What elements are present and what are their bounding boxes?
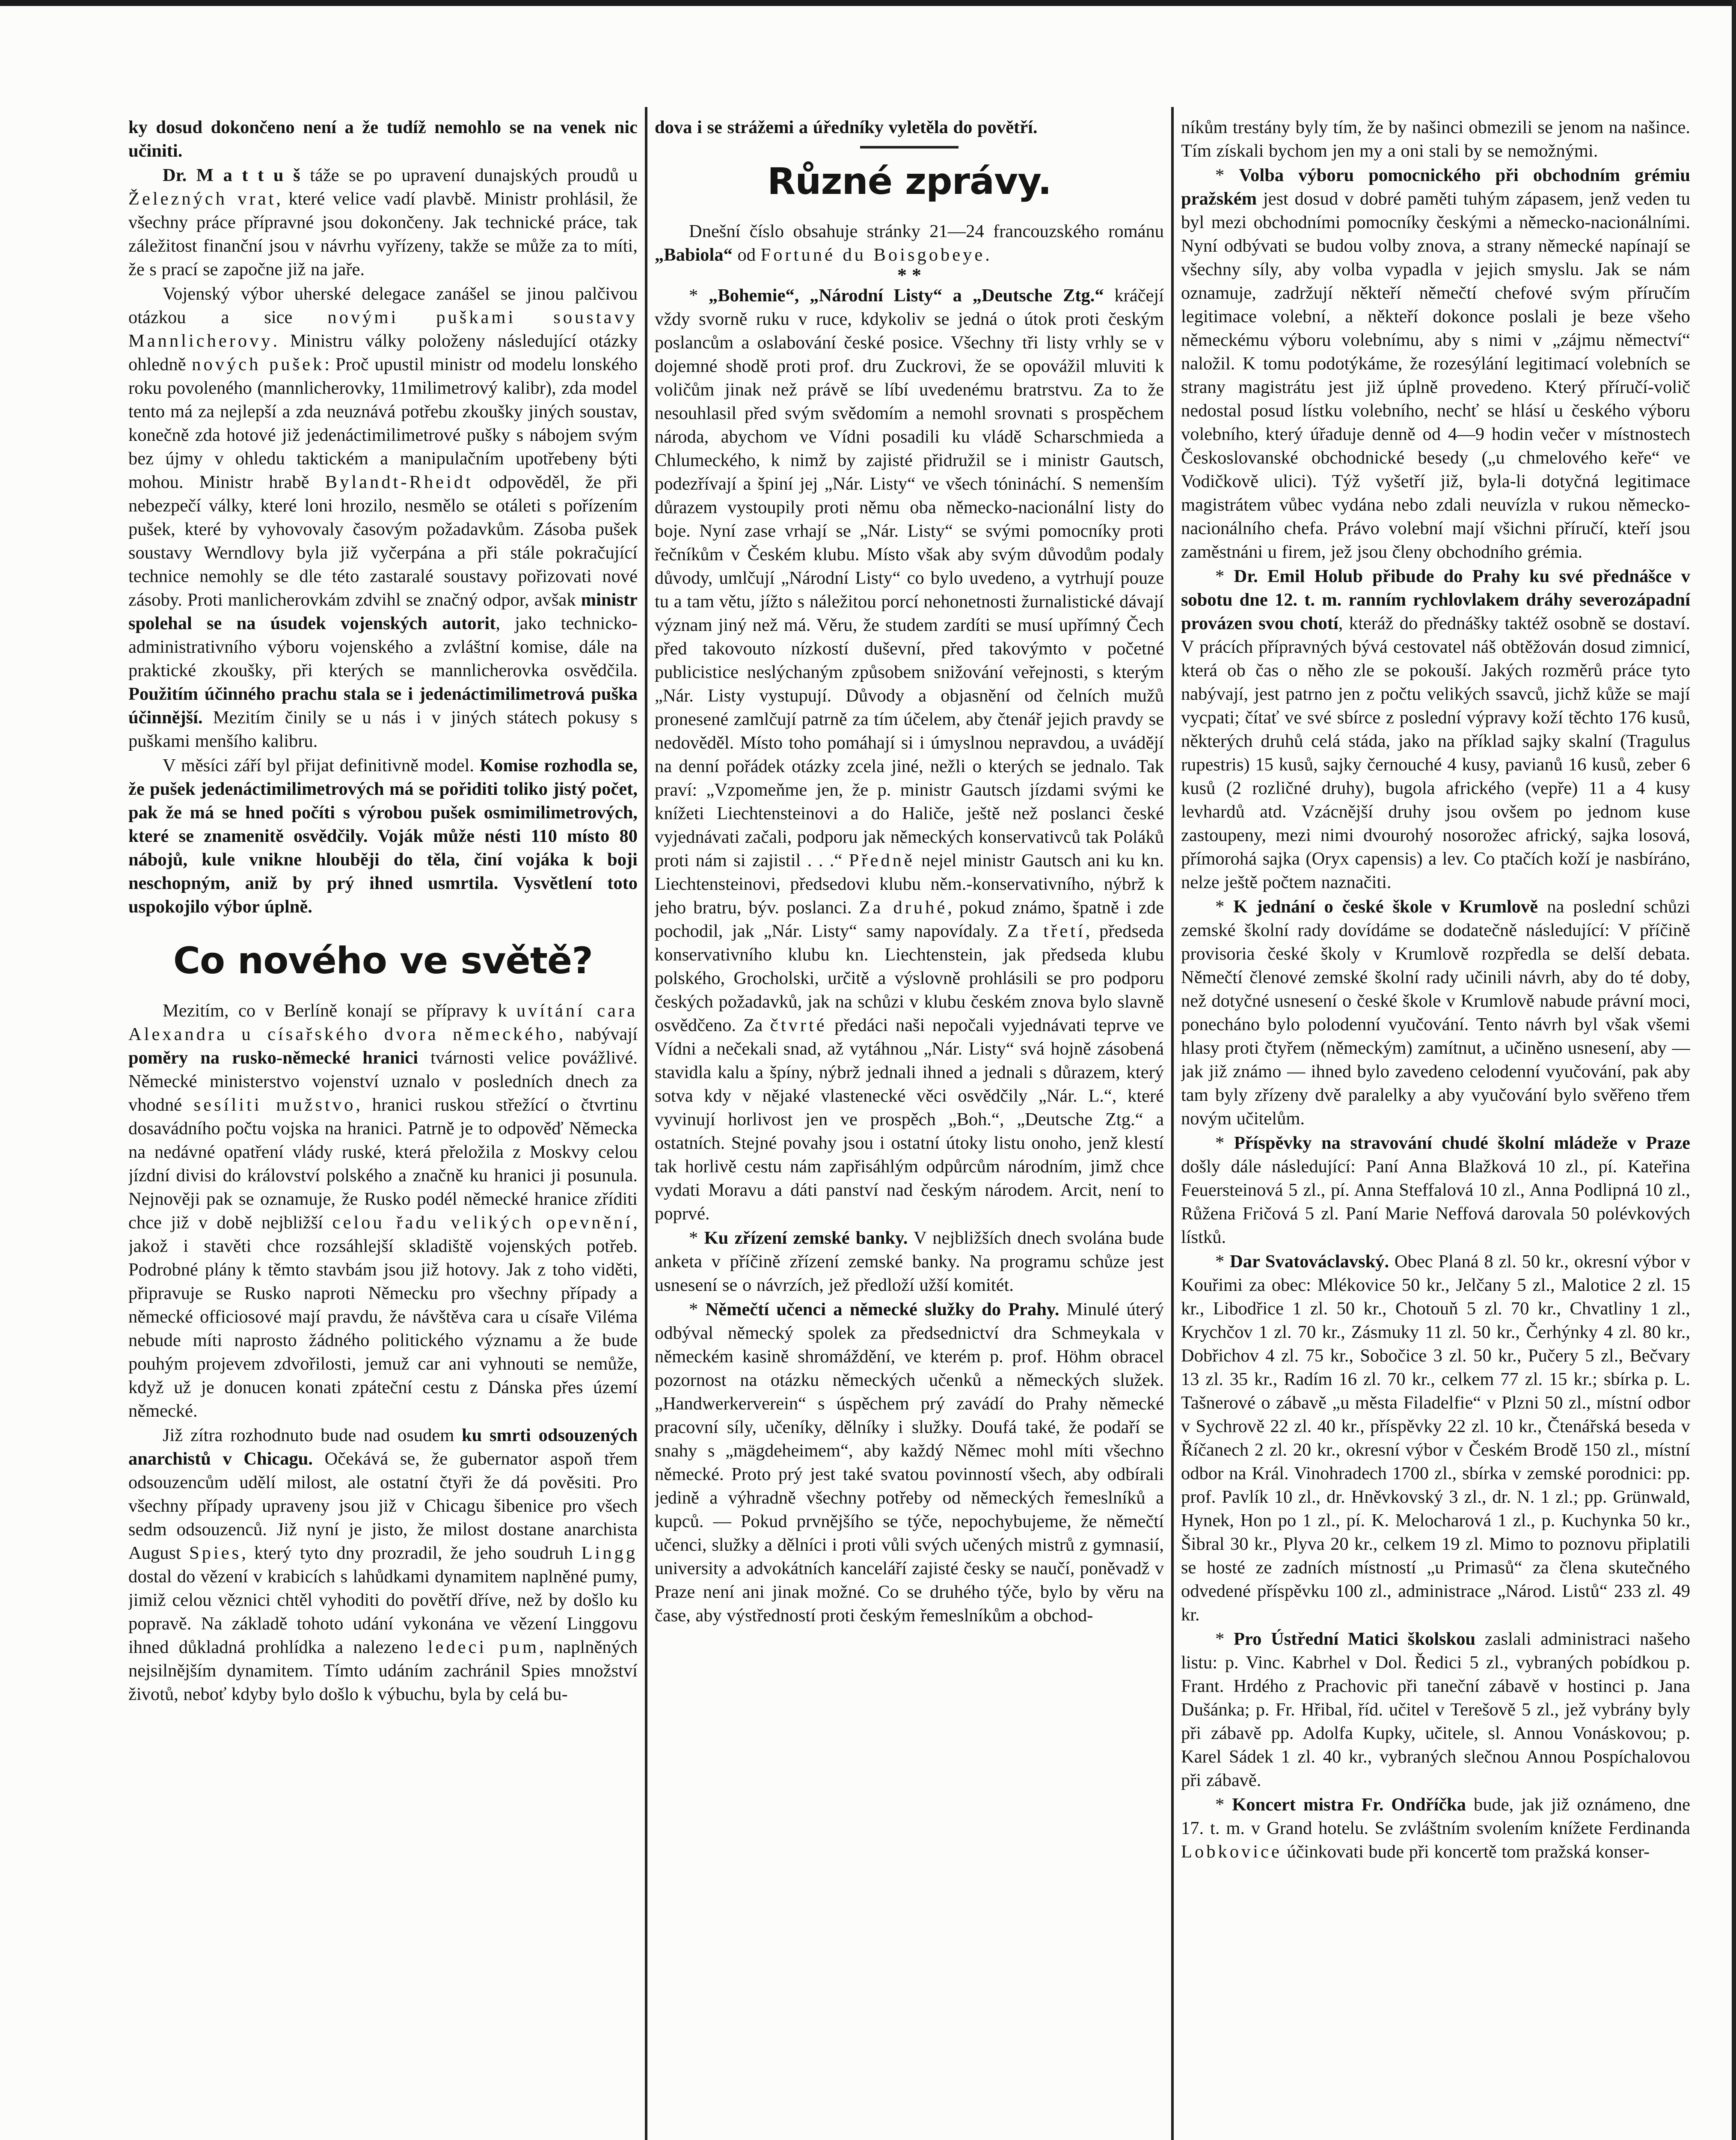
article-paragraph: * Ku zřízení zemské banky. V nejbližších dnech svolána bude anketa v příčině zřízení zemské banky. Na programu schůze jest usnesení se o návrzích, jež předloží užší komitét. <box>655 1228 1164 1295</box>
section-heading-co-noveho: Co nového ve světě? <box>173 939 593 982</box>
separator-stars: * * <box>897 265 921 285</box>
article-paragraph: níkům trestány byly tím, že by našinci obmezili se jenom na našince. Tím získali bychom jen my a oni stali by se nemožnými. <box>1181 117 1690 161</box>
article-paragraph: * Volba výboru pomocnického při obchodním grémiu pražském jest dosud v dobré paměti tuhým zápasem, jenž veden tu byl mezi obchodními pomocníky českými a německo-nacionálními. Nyní odbývati se budou volby znova, a strany německé napínají se všechny síly, aby volba vypadla v jejich smyslu. Jak se nám oznamuje, zadržují někteří němečtí chefové svým příručím legitimace volební, a někteří dokonce poslali je beze všeho německému výboru volebnímu, aby s nimi v „zájmu němectví“ naložil. K tomu podotýkáme, že rozesýlání legitimací volebních se strany magistrátu jest již úplně provedeno. Který příručí-volič nedostal posud lístku volebního, nechť se hlásí u českého výboru volebního, který úřaduje denně od 4—9 hodin večer v místnostech Českoslovanské obchodnické besedy („u chmelového keře“ ve Vodičkově ulici). Týž vyšetří již, byla-li dotyčná legitimace magistrátem vůbec vydána nebo zdali neuvízla v rukou německo-nacionálního chefa. Právo volební mají všichni příručí, kteří jsou zaměstnáni u firem, jež jsou členy obchodního grémia. <box>1181 165 1690 562</box>
column-rule-left <box>645 107 647 2140</box>
article-paragraph: Dnešní číslo obsahuje stránky 21—24 francouzského románu „Babiola“ od Fortuné du Boisgobeye. <box>655 221 1164 265</box>
article-paragraph: * Pro Ústřední Matici školskou zaslali administraci našeho listu: p. Vinc. Kabrhel v Dol. Ředici 5 zl., vybraných pobídkou p. Frant. Hrdého z Prachovic při taneční zábavě v hostinci p. Jana Dušánka; p. Fr. Hřibal, říd. učitel v Terešově 5 zl., jež vybrány byly při zábavě pp. Adolfa Kupky, učitele, sl. Annou Vonáskovou; p. Karel Sádek 1 zl. 40 kr., vybraných slečnou Annou Pospíchalovou při zábavě. <box>1181 1629 1690 1790</box>
page-right-border <box>1732 0 1736 2140</box>
article-paragraph: * Němečtí učenci a německé služky do Prahy. Minulé úterý odbýval německý spolek za předsednictví dra Schmeykala v německém kasině shromáždění, ve kterém p. prof. Höhm obracel pozornost na otázku německých učenků a německých služek. „Handwerkerverein“ s úspěchem prý zavádí do Prahy německé pracovní síly, učeníky, dělníky i služky. Doufá také, že podaří se snahy s „mägdeheimem“, aby každý Němec mohl míti všechno německé. Proto prý jest také svatou povinností všech, aby odbírali jedině a výhradně všechny potřeby od německých řemeslníků a kupců. — Pokud prvnějšího se týče, nepochybujeme, že němečtí učenci, služky a dělníci i proti vůli svých učených mistrů z gymnasií, university a advokátních kanceláří zajisté česky se naučí, poněvadž v Praze není ani jinak možné. Co se druhého týče, bylo by věru na čase, aby výstředností proti českým řemeslníkům a obchod- <box>655 1299 1164 1626</box>
article-paragraph: * Koncert mistra Fr. Ondříčka bude, jak již oznámeno, dne 17. t. m. v Grand hotelu. Se zvláštním svolením knížete Ferdinanda Lobkovice účinkovati bude při koncertě tom pražská konser- <box>1181 1795 1690 1862</box>
section-heading-ruzne-zpravy: Různé zprávy. <box>767 160 1051 203</box>
article-paragraph: * Příspěvky na stravování chudé školní mládeže v Praze došly dále následující: Paní Anna Blažková 10 zl., pí. Kateřina Feuersteinová 5 zl., pí. Anna Steffalová 10 zl., Anna Podlipná 10 zl., Růžena Fričová 5 zl. Paní Marie Neffová darovala 50 polévkových lístků. <box>1181 1133 1690 1247</box>
article-paragraph: dova i se strážemi a úředníky vyletěla do povětří. <box>655 117 1038 137</box>
article-paragraph: V měsíci září byl přijat definitivně model. Komise rozhodla se, že pušek jedenáctimilimetrových má se pořiditi toliko jistý počet, pak že má se hned počíti s výrobou pušek osmimilimetrových, které se znamenitě osvědčily. Voják může nésti 110 místo 80 nábojů, kule vnikne hlouběji do těla, činí vojáka k boji neschopným, aniž by prý ihned usmrtila. Vysvětlení toto uspokojilo výbor úplně. <box>128 755 638 917</box>
article-paragraph: Již zítra rozhodnuto bude nad osudem ku smrti odsouzených anarchistů v Chicagu. Očekává se, že gubernator aspoň třem odsouzencům udělí milost, ale ostatní čtyři že dá pověsiti. Pro všechny případy upraveny jsou již v Chicagu šibenice pro všech sedm odsouzenců. Již nyní je jisto, že milost dostane anarchista August Spies, který tyto dny prozradil, že jeho soudruh Lingg dostal do vězení v krabicích s lahůdkami dynamitem naplněné pumy, jimiž celou věznici chtěl vyhoditi do povětří dříve, než by došlo ku popravě. Na základě tohoto udání vykonána ve vězení Linggovu ihned důkladná prohlídka a nalezeno ledeci pum, naplněných nejsilnějším dynamitem. Tímto udáním zachránil Spies množství životů, neboť kdyby bylo došlo k výbuchu, byla by celá bu- <box>128 1425 638 1704</box>
article-paragraph: Vojenský výbor uherské delegace zanášel se jinou palčivou otázkou a sice novými puškami soustavy Mannlicherovy. Ministru války položeny následující otázky ohledně nových pušek: Proč upustil ministr od modelu lonského roku povoleného (mannlicherovky, 11milimetrový kalibr), zda model tento má za nejlepší a zda neuznává potřebu zkoušky jiných soustav, konečně zda hotové již jedenáctimilimetrové pušky s nábojem svým bez újmy v ohledu taktickém a manipulačním upotřebeny býti mohou. Ministr hrabě Bylandt-Rheidt odpověděl, že při nebezpečí války, které loni hrozilo, nesmělo se otáleti s pořízením pušek, které by vyhovovaly časovým požadavkům. Zásoba pušek soustavy Werndlovy byla již vyčerpána a při stále pokračující technice nemohly se dle této zastaralé soustavy pořizovati nové zásoby. Proti manlicherovkám zdvihl se značný odpor, avšak ministr spolehal se na úsudek vojenských autorit, jako technicko-administrativního výboru vojenského a zvláštní komise, dále na praktické zkoušky, při kterých se mannlicherovka osvědčila. Použitím účinného prachu stala se i jedenáctimilimetrová puška účinnější. Mezitím činily se u nás i v jiných státech pokusy s puškami menšího kalibru. <box>128 284 638 751</box>
article-paragraph: Mezitím, co v Berlíně konají se přípravy k uvítání cara Alexandra u císařského dvora německého, nabývají poměry na rusko-německé hranici tvárnosti velice povážlivé. Německé ministerstvo vojenství uznalo v posledních dnech za vhodné sesíliti mužstvo, hranici ruskou střežící o čtvrtinu dosavádního počtu vojska na hranici. Patrně je to odpověď Německa na nedávné opatření vlády ruské, která přeložila z Moskvy celou jízdní divisi do království polského a značně ku hranici ji posunula. Nejnověji pak se oznamuje, že Rusko podél německé hranice zříditi chce již v době nejbližší celou řadu velikých opevnění, jakož i stavěti chce rozsáhlejší skladiště vojenských potřeb. Podrobné plány k těmto stavbám jsou již hotovy. Jak z toho viděti, připravuje se Rusko naproti Německu pro všechny případy a německé officiosové mají pravdu, že návštěva cara u císaře Viléma nebude míti naprosto žádného politického významu a že bude pouhým projevem zdvořilosti, jemuž car ani vyhnouti se nemůže, když už je donucen konati zpáteční cestu z Dánska přes území německé. <box>128 1001 638 1421</box>
article-paragraph: Dr. M a t t u š táže se po upravení dunajských proudů u Železných vrat, které velice vadí plavbě. Ministr prohlásil, že všechny práce přípravné jsou dokončeny. Jak technické práce, tak záležitost finanční jsou v návrhu vyřízeny, takže se může za to míti, že s prací se započne již na jaře. <box>128 165 638 279</box>
article-paragraph: ky dosud dokončeno není a že tudíž nemohlo se na venek nic učiniti. <box>128 117 638 161</box>
column-rule-right <box>1171 107 1174 2140</box>
column-left <box>128 116 638 2140</box>
article-paragraph: * K jednání o české škole v Krumlově na poslední schůzi zemské školní rady dovídáme se dodatečně následující: V příčině provisoria české školy v Krumlově rozpředla se delší debata. Němečtí členové zemské školní rady učinili návrh, aby do té doby, než dotyčné usnesení o české škole v Krumlově nabude právní moci, ponecháno bylo polodenní vyučování. Tento návrh byl však všemi hlasy proti čtyřem (německým) zamítnut, a učiněno usnesení, aby — jak již známo — ihned bylo zavedeno celodenní vyučování, pak aby tam byly zřízeny dvě paralelky a aby vyučování bylo svěřeno třem novým učitelům. <box>1181 897 1690 1129</box>
article-paragraph: * Dr. Emil Holub přibude do Prahy ku své přednášce v sobotu dne 12. t. m. ranním rychlovlakem dráhy severozápadní provázen svou chotí, kteráž do přednášky taktéž osobně se dostaví. V prácích přípravných bývá cestovatel náš obtěžován dosud zimnicí, která ob čas o něho zle se pokouší. Jakých rozměrů práce tyto nabývají, jest patrno jen z počtu velikých ssavců, jichž kůže se mají vycpati; čítať ve své sbírce z poslední výpravy koží těchto 176 kusů, některých druhů celá stáda, jako na příklad sajky skalní (Tragulus rupestris) 15 kusů, sajky černouché 4 kusy, pavianů 16 kusů, zeber 6 kusů (2 rozličné druhy), bugola afrického (vepře) 11 a 4 kusy levhardů atd. Vzácnější druhy jsou ovšem po jednom kuse zastoupeny, mezi nimi dvourohý nosorožec africký, sajka losová, přímorohá sajka (Oryx capensis) a lev. Co ptačích koží je nasbíráno, nelze ještě počtem naznačiti. <box>1181 566 1690 892</box>
column-middle <box>655 116 1164 2140</box>
column-right <box>1181 116 1690 2140</box>
section-divider <box>860 146 959 149</box>
article-paragraph: * „Bohemie“, „Národní Listy“ a „Deutsche Ztg.“ kráčejí vždy svorně ruku v ruce, kdykoliv se jedná o útok proti českým poslancům a oslabování české posice. Všechny tři listy vrhly se v dojemné shodě proti prof. dru Zuckrovi, že se opovážil mluviti k voličům jinak než právě se líbí uvedenému bratrstvu. Za to že nesouhlasil před svým svědomím a nemohl srovnati s prospěchem národa, abychom ve Vídni posadili ku vládě Scharschmieda a Chlumeckého, k nimž by zajisté přidružil se i ministr Gautsch, podezřívají a špiní jej „Nár. Listy“ ve všech tónináchí. S nemenším důrazem vystoupily proti němu oba německo-nacionální listy do boje. Nyní zase vrhají se „Nár. Listy“ se svými pomocníky proti řečníkům v Českém klubu. Místo však aby svým důvodům podaly důvody, umlčují „Národní Listy“ co bylo uvedeno, a vytrhují pouze tu a tam větu, jížto s náležitou porcí nehonetnosti žurnalistické dávají význam jiný než má. Věru, že studem zardíti se musí upřímný Čech před takovouto nízkostí duševní, před takovýmto v početné publicistice neslýchaným způsobem snižování veřejnosti, s kterým „Nár. Listy vystupují. Důvody a objasnění od čelních mužů pronesené zamlčují patrně za tím účelem, aby čtenář jejich pravdy se nedověděl. Místo toho pomáhají si i úmyslnou nepravdou, a uvádějí na denní pořádek otázky zcela jiné, nežli o kterých se jednalo. Tak praví: „Vzpomeňme jen, že p. ministr Gautsch jízdami svými ke knížeti Liechtensteinovi a do Haliče, ještě než poslanci české vyjednávati začali, podporu jak německých konservativců tak Poláků proti nám si zajistil . . .“ Předně nejel ministr Gautsch ani ku kn. Liechtensteinovi, předsedovi klubu něm.-konservativního, nýbrž k jeho bratru, býv. poslanci. Za druhé, pokud známo, špatně i zde pochodil, jak „Nár. Listy“ samy napovídaly. Za třetí, předseda konservativního klubu kn. Liechtenstein, jak předseda klubu polského, Grocholski, určitě a výslovně prohlásili se pro podporu českých požadavků, jak na schůzi v klubu českém znova bylo slavně osvědčeno. Za čtvrté předáci naši nepočali vyjednávati teprve ve Vídni a nečekali snad, až vytáhnou „Nár. Listy“ svá hojně zásobená stavidla kalu a špíny, nýbrž jednali ihned a jednali s důrazem, který sotva kdy v nějaké vlastenecké věci osvědčily „Nár. L.“, které vyvinují horlivost jen ve prospěch „Boh.“, „Deutsche Ztg.“ a ostatních. Stejné povahy jsou i ostatní útoky listu onoho, jenž klestí tak horlivě cestu nám zapřisáhlým odpůrcům národním, jimž chce vydati Moravu a dáti panství nad českým národem. Arcit, není to poprvé. <box>655 285 1164 1224</box>
page-top-border <box>0 0 1736 6</box>
article-paragraph: * Dar Svatováclavský. Obec Planá 8 zl. 50 kr., okresní výbor v Kouřimi za obec: Mlékovice 50 kr., Jelčany 5 zl., Malotice 2 zl. 15 kr., Libodřice 1 zl. 50 kr., Chotouň 5 zl. 70 kr., Chvatliny 1 zl., Krychčov 1 zl. 70 kr., Zásmuky 11 zl. 50 kr., Čerhýnky 4 zl. 80 kr., Dobřichov 4 zl. 75 kr., Sobočice 3 zl. 50 kr., Pučery 5 zl., Bečvary 13 zl. 35 kr., Radím 16 zl. 70 kr., celkem 77 zl. 15 kr.; sbírka p. L. Tašnerové o zábavě „u města Filadelfie“ v Plzni 50 zl., místní odbor v Sychrově 22 zl. 40 kr., příspěvky 22 zl. 10 kr., Čtenářská beseda v Říčanech 2 zl. 20 kr., okresní výbor v Českém Brodě 150 zl., místní odbor na Král. Vinohradech 1700 zl., sbírka v zemské porodnici: pp. prof. Pavlík 10 zl., dr. Hněvkovský 3 zl., dr. N. 1 zl.; pp. Grünwald, Hynek, Hon po 1 zl., pí. K. Melocharová 1 zl., p. Kuchynka 50 kr., Šibral 30 kr., Plyva 20 kr., celkem 19 zl. Mimo to poznovu připlatili se hosté ze zadních místností „u Primasů“ za člena skutečného odvedené příspěvku 100 zl., administrace „Národ. Listů“ 233 zl. 49 kr. <box>1181 1251 1690 1625</box>
